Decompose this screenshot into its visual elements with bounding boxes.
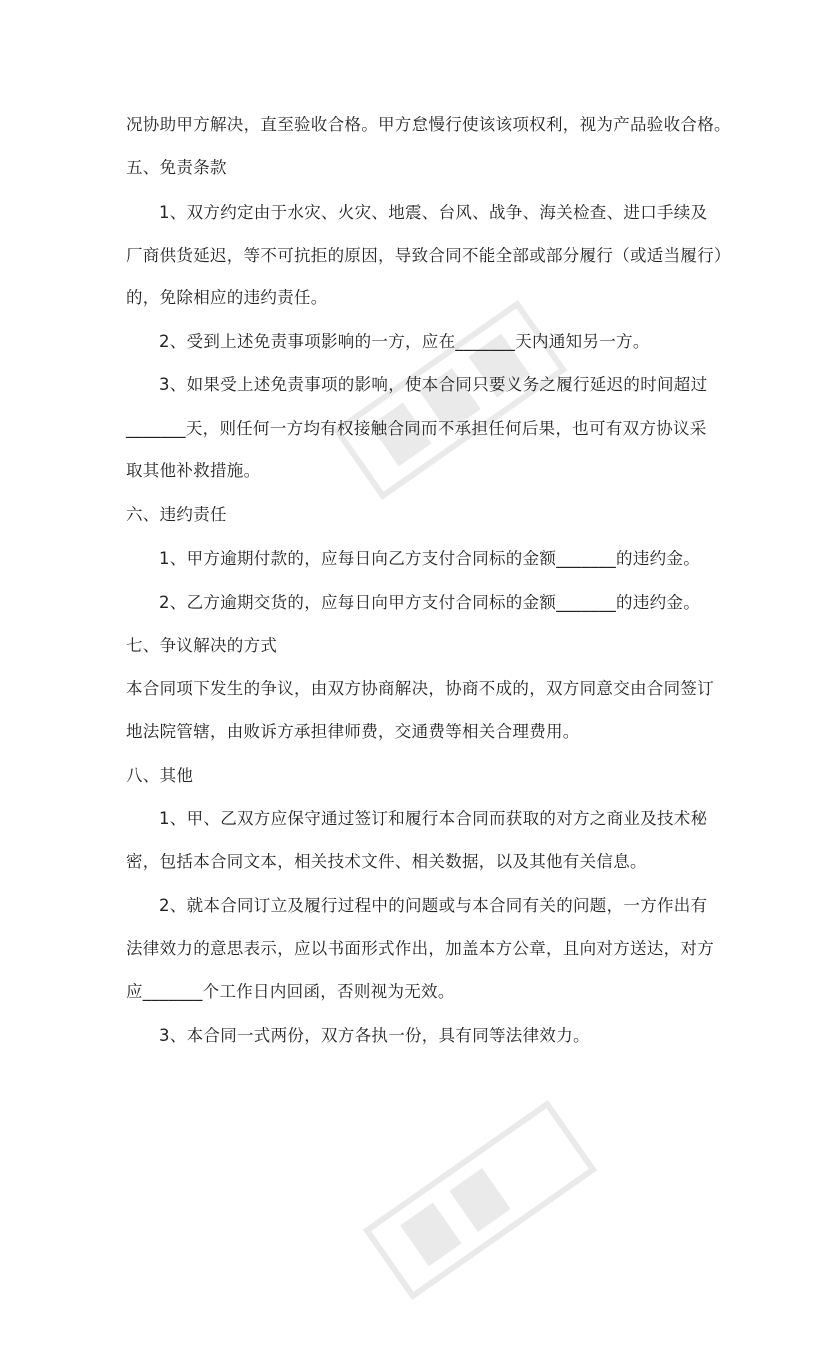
paragraph-line: 取其他补救措施。 — [126, 461, 261, 480]
paragraph-line: 厂商供货延迟，等不可抗拒的原因，导致合同不能全部或部分履行（或适当履行） — [126, 246, 731, 265]
paragraph-line: _______天，则任何一方均有权接触合同而不承担任何后果，也可有双方协议采 — [126, 419, 707, 438]
section-heading: 八、其他 — [126, 766, 194, 785]
watermark-stamp-icon — [300, 250, 600, 550]
paragraph-line: 2、就本合同订立及履行过程中的问题或与本合同有关的问题，一方作出有 — [159, 896, 708, 915]
paragraph-line: 1、甲方逾期付款的，应每日向乙方支付合同标的金额_______的违约金。 — [159, 549, 701, 568]
paragraph-line: 本合同项下发生的争议，由双方协商解决，协商不成的，双方同意交由合同签订 — [126, 679, 714, 698]
section-heading: 五、免责条款 — [126, 158, 227, 177]
paragraph-line: 应_______个工作日内回函，否则视为无效。 — [126, 982, 455, 1001]
paragraph-line: 3、如果受上述免责事项的影响，使本合同只要义务之履行延迟的时间超过 — [159, 375, 708, 394]
paragraph-line: 地法院管辖，由败诉方承担律师费，交通费等相关合理费用。 — [126, 722, 580, 741]
watermark-stamp-icon — [330, 1050, 630, 1350]
section-heading: 六、违约责任 — [126, 505, 227, 524]
paragraph-line: 密，包括本合同文本，相关技术文件、相关数据，以及其他有关信息。 — [126, 852, 647, 871]
paragraph-line: 2、乙方逾期交货的，应每日向甲方支付合同标的金额_______的违约金。 — [159, 593, 701, 612]
paragraph-line: 的，免除相应的违约责任。 — [126, 288, 328, 307]
paragraph-line: 况协助甲方解决，直至验收合格。甲方怠慢行使该该项权利，视为产品验收合格。 — [126, 115, 731, 134]
paragraph-line: 2、受到上述免责事项影响的一方，应在_______天内通知另一方。 — [159, 332, 650, 351]
paragraph-line: 法律效力的意思表示，应以书面形式作出，加盖本方公章，且向对方送达，对方 — [126, 939, 714, 958]
paragraph-line: 1、甲、乙双方应保守通过签订和履行本合同而获取的对方之商业及技术秘 — [159, 809, 708, 828]
paragraph-line: 3、本合同一式两份，双方各执一份，具有同等法律效力。 — [159, 1026, 590, 1045]
section-heading: 七、争议解决的方式 — [126, 636, 278, 655]
paragraph-line: 1、双方约定由于水灾、火灾、地震、台风、战争、海关检查、进口手续及 — [159, 203, 708, 222]
